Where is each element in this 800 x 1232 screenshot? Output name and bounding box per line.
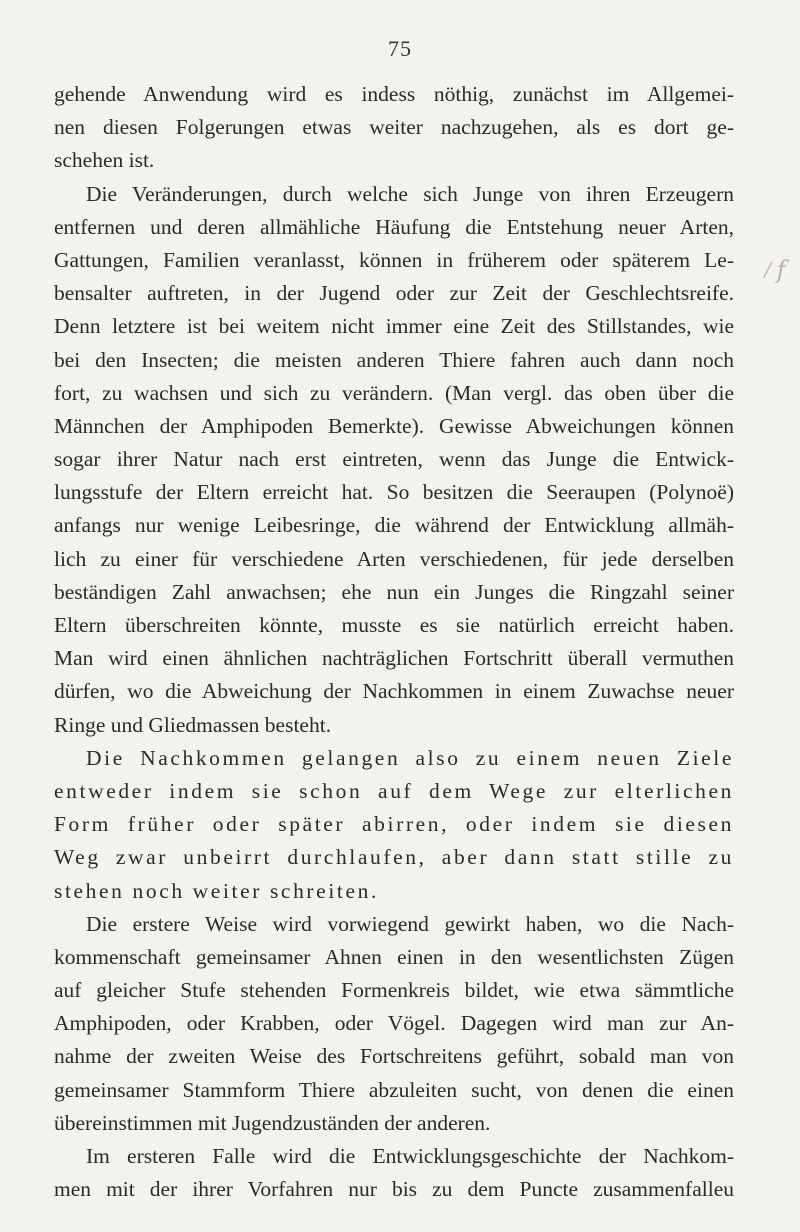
text-line: gemeinsamer Stammform Thiere abzuleiten sucht, von denen die einen <box>54 1077 734 1102</box>
text-line: Amphipoden, oder Krabben, oder Vögel. Dagegen wird man zur An- <box>54 1011 734 1036</box>
text-line: nen diesen Folgerungen etwas weiter nachzugehen, als es dort ge- <box>54 115 734 140</box>
emphasis-line: Die Nachkommen gelangen also zu einem neuen Ziele <box>86 745 734 770</box>
text-line: anfangs nur wenige Leibesringe, die während der Entwicklung allmäh- <box>54 513 734 538</box>
emphasis-line: entweder indem sie schon auf dem Wege zur elterlichen <box>54 778 734 803</box>
text-line: dürfen, wo die Abweichung der Nachkommen in einem Zuwachse neuer <box>54 679 734 704</box>
text-line: lungsstufe der Eltern erreicht hat. So besitzen die Seeraupen (Polynoë) <box>54 480 734 505</box>
emphasis-line: stehen noch weiter schreiten. <box>54 878 379 903</box>
text-line: fort, zu wachsen und sich zu verändern. (Man vergl. das oben über die <box>54 380 734 405</box>
text-line: Man wird einen ähnlichen nachträglichen Fortschritt überall vermuthen <box>54 646 734 671</box>
text-line: beständigen Zahl anwachsen; ehe nun ein Junges die Ringzahl seiner <box>54 579 734 604</box>
text-line: Die Veränderungen, durch welche sich Junge von ihren Erzeugern <box>86 181 734 206</box>
text-line: Im ersteren Falle wird die Entwicklungsgeschichte der Nachkom- <box>86 1144 734 1168</box>
emphasis-line: Weg zwar unbeirrt durchlaufen, aber dann statt stille zu <box>54 845 734 870</box>
text-line: Ringe und Gliedmassen besteht. <box>54 712 332 737</box>
text-line: entfernen und deren allmähliche Häufung die Entstehung neuer Arten, <box>54 214 734 239</box>
text-line: Gattungen, Familien veranlasst, können in früherem oder späterem Le- <box>54 247 734 272</box>
margin-pencil-mark: / 𝑓 <box>764 258 786 284</box>
text-line: gehende Anwendung wird es indess nöthig, zunächst im Allgemei- <box>54 82 734 106</box>
text-line: übereinstimmen mit Jugendzuständen der anderen. <box>54 1110 491 1135</box>
text-line: auf gleicher Stufe stehenden Formenkreis bildet, wie etwa sämmtliche <box>54 978 734 1003</box>
text-line: men mit der ihrer Vorfahren nur bis zu dem Puncte zusammenfalleu <box>54 1177 734 1202</box>
text-line: Eltern überschreiten könnte, musste es sie natürlich erreicht haben. <box>54 613 734 637</box>
emphasis-line: Form früher oder später abirren, oder indem sie diesen <box>54 812 734 837</box>
text-line: bensalter auftreten, in der Jugend oder zur Zeit der Geschlechtsreife. <box>54 281 734 306</box>
text-line: bei den Insecten; die meisten anderen Thiere fahren auch dann noch <box>54 347 734 372</box>
text-line: schehen ist. <box>54 148 155 173</box>
text-line: Denn letztere ist bei weitem nicht immer eine Zeit des Stillstandes, wie <box>54 314 734 339</box>
text-line: Männchen der Amphipoden Bemerkte). Gewisse Abweichungen können <box>54 413 734 438</box>
text-line: kommenschaft gemeinsamer Ahnen einen in den wesentlichsten Zügen <box>54 944 734 969</box>
text-line: Die erstere Weise wird vorwiegend gewirkt haben, wo die Nach- <box>86 911 734 936</box>
page-number: 75 <box>388 36 412 61</box>
text-line: nahme der zweiten Weise des Fortschreitens geführt, sobald man von <box>54 1044 734 1069</box>
text-line: lich zu einer für verschiedene Arten verschiedenen, für jede derselben <box>54 546 734 571</box>
body-text <box>54 78 734 1206</box>
text-line: sogar ihrer Natur nach erst eintreten, wenn das Junge die Entwick- <box>54 447 734 472</box>
